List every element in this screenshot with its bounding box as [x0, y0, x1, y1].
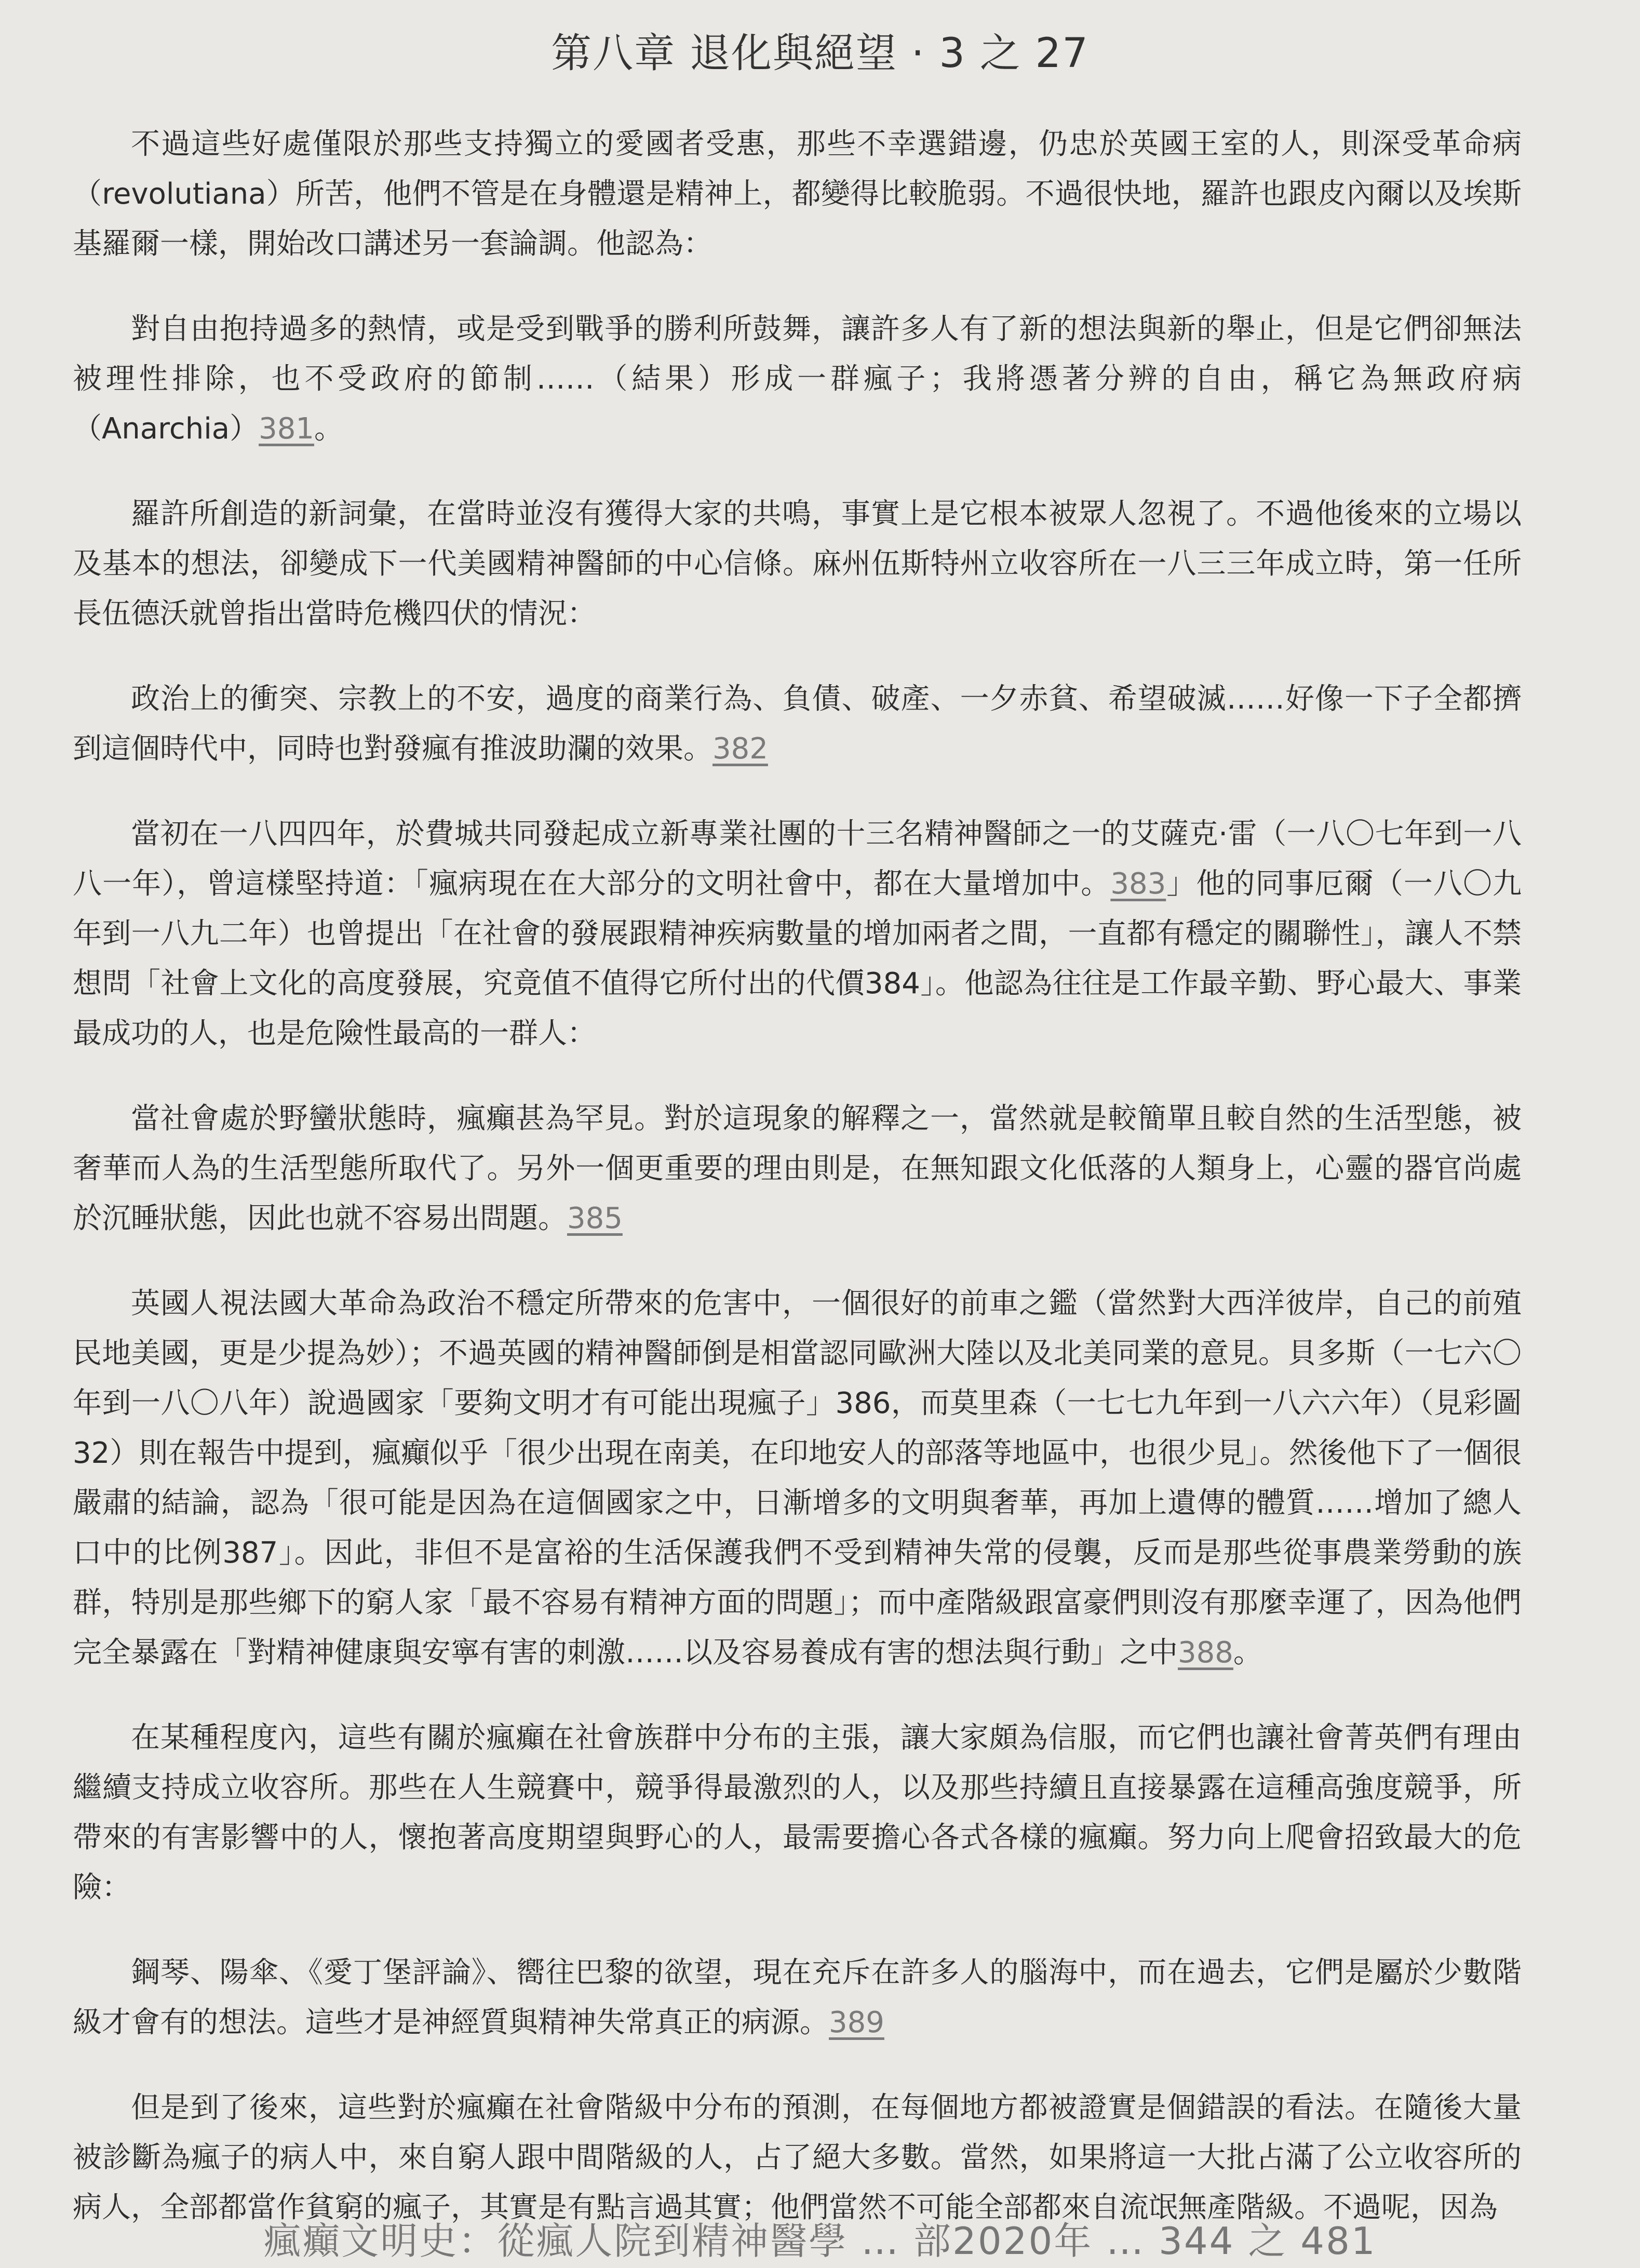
- footnote-link[interactable]: 389: [829, 2006, 884, 2039]
- block-quote: 政治上的衝突、宗教上的不安，過度的商業行為、負債、破產、一夕赤貧、希望破滅……好像一下子全都擠到這個時代中，同時也對發瘋有推波助瀾的效果。382: [73, 682, 1522, 766]
- chapter-header: 第八章 退化與絕望 · 3 之 27: [551, 30, 1089, 77]
- page-footer: 瘋癲文明史：從瘋人院到精神醫學 … 部2020年 … 344 之 481: [263, 2219, 1377, 2263]
- page-body: [73, 119, 1522, 2268]
- footnote-link[interactable]: 383: [1110, 867, 1166, 901]
- block-quote: 對自由抱持過多的熱情，或是受到戰爭的勝利所鼓舞，讓許多人有了新的想法與新的舉止，但是它們卻無法被理性排除，也不受政府的節制……（結果）形成一群瘋子；我將憑著分辨的自由，稱它為無政府病（Anarchia）381。: [73, 312, 1522, 446]
- footnote-link[interactable]: 388: [1178, 1636, 1233, 1670]
- block-quote: 當社會處於野蠻狀態時，瘋癲甚為罕見。對於這現象的解釋之一，當然就是較簡單且較自然的生活型態，被奢華而人為的生活型態所取代了。另外一個更重要的理由則是，在無知跟文化低落的人類身上，心靈的器官尚處於沉睡狀態，因此也就不容易出問題。385: [73, 1102, 1522, 1235]
- paragraph: 羅許所創造的新詞彙，在當時並沒有獲得大家的共鳴，事實上是它根本被眾人忽視了。不過他後來的立場以及基本的想法，卻變成下一代美國精神醫師的中心信條。麻州伍斯特州立收容所在一八三三年成立時，第一任所長伍德沃就曾指出當時危機四伏的情況：: [73, 497, 1522, 631]
- footnote-link[interactable]: 385: [567, 1202, 623, 1235]
- paragraph: 在某種程度內，這些有關於瘋癲在社會族群中分布的主張，讓大家頗為信服，而它們也讓社會菁英們有理由繼續支持成立收容所。那些在人生競賽中，競爭得最激烈的人，以及那些持續且直接暴露在這種高強度競爭，所帶來的有害影響中的人，懷抱著高度期望與野心的人，最需要擔心各式各樣的瘋癲。努力向上爬會招致最大的危險：: [73, 1721, 1522, 1904]
- paragraph: 不過這些好處僅限於那些支持獨立的愛國者受惠，那些不幸選錯邊，仍忠於英國王室的人，則深受革命病（revolutiana）所苦，他們不管是在身體還是精神上，都變得比較脆弱。不過很快地，羅許也跟皮內爾以及埃斯基羅爾一樣，開始改口講述另一套論調。他認為：: [73, 127, 1522, 261]
- paragraph: 但是到了後來，這些對於瘋癲在社會階級中分布的預測，在每個地方都被證實是個錯誤的看法。在隨後大量被診斷為瘋子的病人中，來自窮人跟中間階級的人，占了絕大多數。當然，如果將這一大批占滿了公立收容所的病人，全部都當作貧窮的瘋子，其實是有點言過其實；他們當然不可能全部都來自流氓無產階級。不過呢，因為: [73, 2091, 1522, 2224]
- block-quote: 鋼琴、陽傘、《愛丁堡評論》、嚮往巴黎的欲望，現在充斥在許多人的腦海中，而在過去，它們是屬於少數階級才會有的想法。這些才是神經質與精神失常真正的病源。389: [73, 1956, 1522, 2039]
- footnote-link[interactable]: 381: [259, 412, 314, 446]
- paragraph: 英國人視法國大革命為政治不穩定所帶來的危害中，一個很好的前車之鑑（當然對大西洋彼岸，自己的前殖民地美國，更是少提為妙）；不過英國的精神醫師倒是相當認同歐洲大陸以及北美同業的意見。貝多斯（一七六〇年到一八〇八年）說過國家「要夠文明才有可能出現瘋子」386，而莫里森（一七七九年到一八六六年）（見彩圖32）則在報告中提到，瘋癲似乎「很少出現在南美，在印地安人的部落等地區中，也很少見」。然後他下了一個很嚴肅的結論，認為「很可能是因為在這個國家之中，日漸增多的文明與奢華，再加上遺傳的體質……增加了總人口中的比例387」。因此，非但不是富裕的生活保護我們不受到精神失常的侵襲，反而是那些從事農業勞動的族群，特別是那些鄉下的窮人家「最不容易有精神方面的問題」；而中產階級跟富豪們則沒有那麼幸運了，因為他們完全暴露在「對精神健康與安寧有害的刺激……以及容易養成有害的想法與行動」之中388。: [73, 1287, 1522, 1670]
- footnote-link[interactable]: 382: [713, 732, 768, 766]
- paragraph: 當初在一八四四年，於費城共同發起成立新專業社團的十三名精神醫師之一的艾薩克·雷（一八〇七年到一八八一年），曾這樣堅持道：「瘋病現在在大部分的文明社會中，都在大量增加中。383」他的同事厄爾（一八〇九年到一八九二年）也曾提出「在社會的發展跟精神疾病數量的增加兩者之間，一直都有穩定的關聯性」，讓人不禁想問「社會上文化的高度發展，究竟值不值得它所付出的代價384」。他認為往往是工作最辛勤、野心最大、事業最成功的人，也是危險性最高的一群人：: [73, 817, 1522, 1050]
